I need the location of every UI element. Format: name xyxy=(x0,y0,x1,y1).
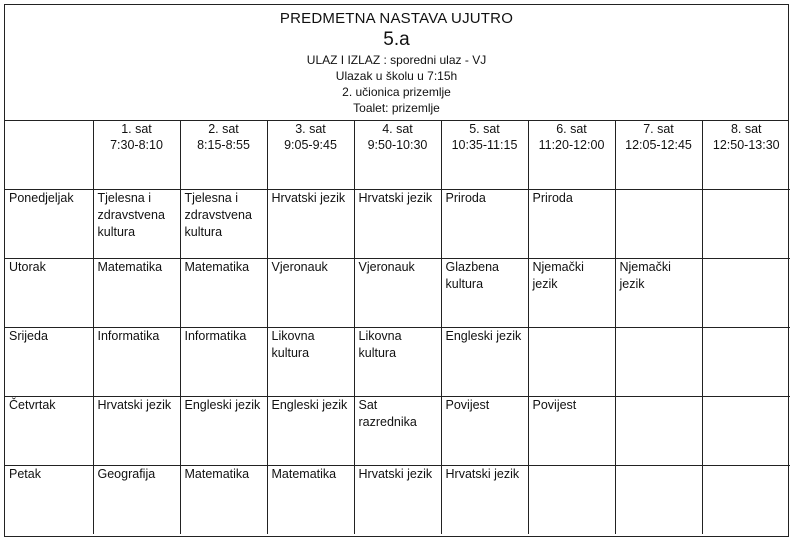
period-header-1 xyxy=(93,121,180,189)
info-toilet: Toalet: prizemlje xyxy=(353,101,440,115)
subject-cell: Likovna kultura xyxy=(354,327,441,396)
day-label: Ponedjeljak xyxy=(5,189,93,258)
subject-cell: Engleski jezik xyxy=(180,396,267,465)
subject-cell: Njemački jezik xyxy=(615,258,702,327)
period-label: 5. sat xyxy=(469,122,500,136)
corner-cell xyxy=(5,121,93,189)
subject-cell: Informatika xyxy=(180,327,267,396)
subject-cell: Sat razrednika xyxy=(354,396,441,465)
subject-cell xyxy=(702,327,790,396)
subject-cell: Glazbena kultura xyxy=(441,258,528,327)
page-title: PREDMETNA NASTAVA UJUTRO xyxy=(279,10,514,27)
period-header-5 xyxy=(441,121,528,189)
subject-cell: Tjelesna i zdravstvena kultura xyxy=(180,189,267,258)
subject-cell: Povijest xyxy=(441,396,528,465)
schedule-table xyxy=(5,121,790,534)
table-row-friday xyxy=(5,465,790,534)
period-label: 8. sat xyxy=(730,122,762,136)
period-header-7 xyxy=(615,121,702,189)
subject-cell: Priroda xyxy=(528,189,615,258)
timetable-header xyxy=(5,5,788,121)
info-classroom: 2. učionica prizemlje xyxy=(342,85,451,99)
subject-cell xyxy=(702,258,790,327)
subject-cell: Likovna kultura xyxy=(267,327,354,396)
subject-cell: Hrvatski jezik xyxy=(441,465,528,534)
period-label: 3. sat xyxy=(295,122,326,136)
subject-cell: Matematika xyxy=(267,465,354,534)
subject-cell xyxy=(615,465,702,534)
period-label: 1. sat xyxy=(121,122,152,136)
period-time: 7:30-8:10 xyxy=(110,138,163,152)
subject-cell: Hrvatski jezik xyxy=(93,396,180,465)
period-time: 12:05-12:45 xyxy=(625,138,692,152)
info-arrival: Ulazak u školu u 7:15h xyxy=(335,69,458,83)
subject-cell: Hrvatski jezik xyxy=(354,465,441,534)
period-label: 7. sat xyxy=(643,122,674,136)
subject-cell xyxy=(615,327,702,396)
subject-cell xyxy=(702,396,790,465)
table-row-tuesday xyxy=(5,258,790,327)
period-time: 10:35-11:15 xyxy=(451,138,518,152)
info-entrance: ULAZ I IZLAZ : sporedni ulaz - VJ xyxy=(306,53,487,67)
day-label: Utorak xyxy=(5,258,93,327)
timetable-sheet xyxy=(4,4,789,537)
subject-cell: Geografija xyxy=(93,465,180,534)
period-label: 6. sat xyxy=(556,122,587,136)
period-header-row xyxy=(5,121,790,189)
subject-cell: Matematika xyxy=(180,258,267,327)
subject-cell xyxy=(702,465,790,534)
subject-cell xyxy=(615,189,702,258)
subject-cell: Vjeronauk xyxy=(267,258,354,327)
subject-cell: Tjelesna i zdravstvena kultura xyxy=(93,189,180,258)
day-label: Četvrtak xyxy=(5,396,93,465)
period-header-8 xyxy=(702,121,790,189)
period-time: 9:05-9:45 xyxy=(284,138,337,152)
class-name: 5.a xyxy=(383,29,410,50)
subject-cell: Engleski jezik xyxy=(267,396,354,465)
period-time: 12:50-13:30 xyxy=(712,138,780,152)
period-header-4 xyxy=(354,121,441,189)
period-header-6 xyxy=(528,121,615,189)
subject-cell: Njemački jezik xyxy=(528,258,615,327)
day-label: Srijeda xyxy=(5,327,93,396)
subject-cell: Priroda xyxy=(441,189,528,258)
period-time: 9:50-10:30 xyxy=(367,138,428,152)
period-label: 2. sat xyxy=(208,122,239,136)
period-header-2 xyxy=(180,121,267,189)
subject-cell xyxy=(702,189,790,258)
table-row-wednesday xyxy=(5,327,790,396)
table-row-monday xyxy=(5,189,790,258)
subject-cell: Matematika xyxy=(180,465,267,534)
period-time: 8:15-8:55 xyxy=(197,138,250,152)
subject-cell: Hrvatski jezik xyxy=(354,189,441,258)
subject-cell: Engleski jezik xyxy=(441,327,528,396)
subject-cell: Vjeronauk xyxy=(354,258,441,327)
period-header-3 xyxy=(267,121,354,189)
subject-cell: Hrvatski jezik xyxy=(267,189,354,258)
subject-cell: Informatika xyxy=(93,327,180,396)
period-label: 4. sat xyxy=(382,122,413,136)
subject-cell xyxy=(528,465,615,534)
subject-cell: Matematika xyxy=(93,258,180,327)
subject-cell xyxy=(528,327,615,396)
day-label: Petak xyxy=(5,465,93,534)
subject-cell: Povijest xyxy=(528,396,615,465)
period-time: 11:20-12:00 xyxy=(538,138,605,152)
table-row-thursday xyxy=(5,396,790,465)
subject-cell xyxy=(615,396,702,465)
